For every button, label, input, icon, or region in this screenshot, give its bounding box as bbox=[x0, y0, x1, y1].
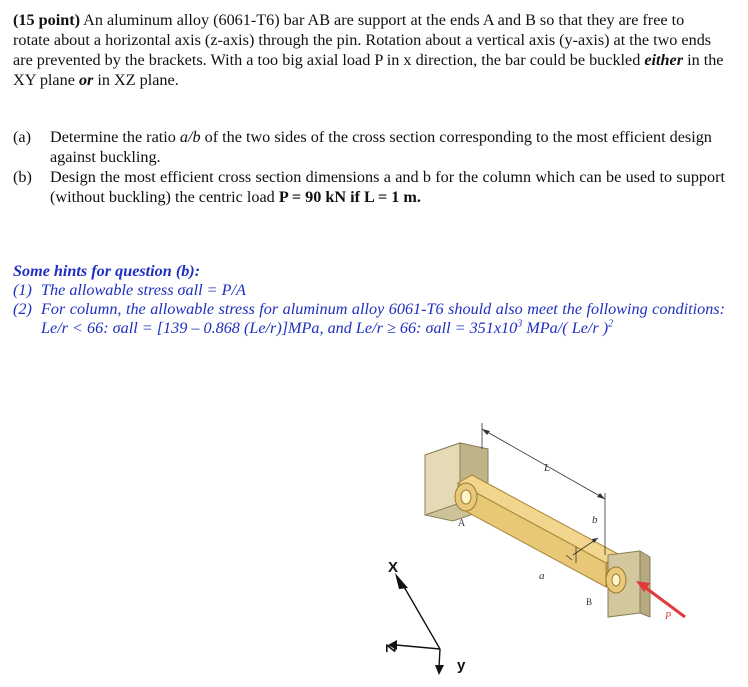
hint-item bbox=[13, 281, 725, 300]
intro-text: An aluminum alloy (6061-T6) bar AB are support at the ends A and B so that they are free to rotate about a horizontal axis (z-axis) through the pin. Rotation about a vertical axis (y-axis) at the two ends are prevented by the brackets. With a too big axial load P in x direction, the bar could be buckled bbox=[13, 11, 712, 69]
load-condition: P = 90 kN if L = 1 m. bbox=[278, 188, 421, 206]
hint-text: The allowable stress σall = P/A bbox=[41, 281, 246, 299]
label-B: B bbox=[586, 597, 593, 607]
axis-z-label: Z bbox=[383, 644, 399, 653]
question-text-2: of the two sides of the cross section corresponding to the most efficient design against buckling. bbox=[50, 128, 712, 166]
label-a: a bbox=[539, 570, 545, 582]
hint-exponent-2: 2 bbox=[608, 318, 614, 330]
ratio-symbol: a/b bbox=[179, 128, 201, 146]
hints-section bbox=[13, 262, 725, 338]
label-P: P bbox=[665, 611, 672, 622]
question-text: Design the most efficient cross section dimensions a and b for the column which can be used to support (without buckling) the centric load bbox=[50, 168, 725, 206]
hint-item bbox=[13, 300, 725, 338]
question-list bbox=[13, 127, 725, 207]
hints-title: Some hints for question (b): bbox=[13, 262, 201, 280]
question-label: (a) bbox=[13, 128, 31, 146]
pin-a bbox=[455, 483, 477, 511]
question-label: (b) bbox=[13, 168, 32, 186]
or-word: or bbox=[78, 71, 94, 89]
intro-text-2: in the XY plane bbox=[13, 51, 724, 89]
label-A: A bbox=[458, 518, 466, 529]
question-a bbox=[13, 127, 725, 167]
intro-text-3: in XZ plane. bbox=[93, 71, 179, 89]
hint-text-2: MPa/( Le/r ) bbox=[522, 319, 609, 337]
question-b bbox=[13, 167, 725, 207]
hint-text: For column, the allowable stress for aluminum alloy 6061-T6 should also meet the following conditions: Le/r < 66: σall = [139 – 0.868 (Le/r)]MPa, and Le/r ≥ 66: σall = 351x10 bbox=[41, 300, 725, 337]
coordinate-axes bbox=[388, 573, 444, 675]
points-label: (15 point) bbox=[13, 11, 81, 29]
problem-statement bbox=[13, 10, 725, 90]
label-L: L bbox=[544, 462, 551, 474]
question-text: Determine the ratio bbox=[50, 128, 180, 146]
hint-exponent: 3 bbox=[517, 318, 523, 330]
axis-x-label: X bbox=[388, 559, 399, 576]
hint-label: (1) bbox=[13, 281, 32, 299]
axis-y-label: y bbox=[457, 657, 466, 674]
hint-label: (2) bbox=[13, 300, 32, 318]
label-b: b bbox=[592, 514, 598, 526]
either-word: either bbox=[644, 51, 684, 69]
column-figure bbox=[340, 405, 720, 685]
